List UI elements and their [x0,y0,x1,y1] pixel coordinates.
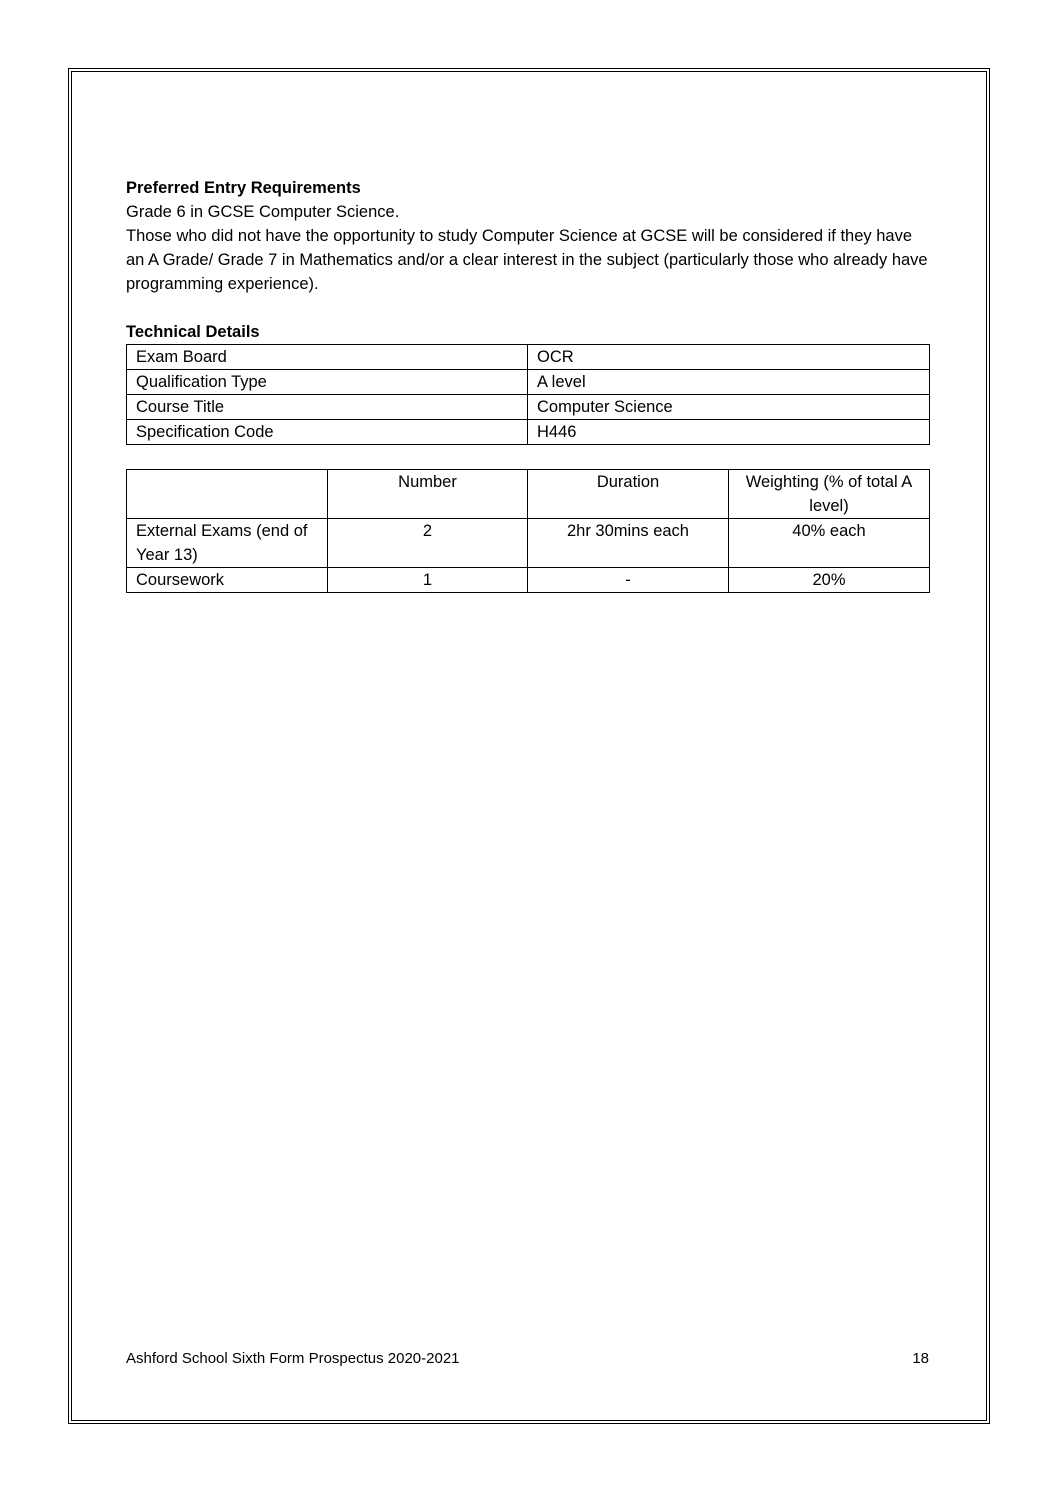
table-row [127,568,930,593]
table-row [127,420,930,445]
assessment-table [126,469,930,593]
table-header-cell-weighting: Weighting (% of total A level) [729,470,930,519]
table-cell-label: Exam Board [127,345,528,370]
table-cell-label: Specification Code [127,420,528,445]
table-cell-value: H446 [528,420,930,445]
table-cell-weighting: 40% each [729,519,930,568]
footer-title: Ashford School Sixth Form Prospectus 2020-2021 [126,1350,460,1367]
section-spacer [126,296,929,320]
technical-details-heading: Technical Details [126,323,260,341]
table-header-cell-empty [127,470,328,519]
table-cell-label: Course Title [127,395,528,420]
entry-requirement-grade: Grade 6 in GCSE Computer Science. [126,203,400,221]
table-row [127,345,930,370]
table-header-cell-number: Number [328,470,528,519]
table-spacer [126,445,929,469]
table-cell-value: A level [528,370,930,395]
entry-requirement-alternative: Those who did not have the opportunity to study Computer Science at GCSE will be considered if they have an A Grade/ Grade 7 in Mathematics and/or a clear interest in the subject (particularly those who already have programming experience). [126,227,928,293]
table-cell-number: 2 [328,519,528,568]
entry-requirements-heading: Preferred Entry Requirements [126,179,361,197]
table-cell-number: 1 [328,568,528,593]
table-header-row [127,470,930,519]
table-cell-value: OCR [528,345,930,370]
table-row [127,395,930,420]
page-content [126,176,929,593]
table-cell-label: Qualification Type [127,370,528,395]
table-cell-weighting: 20% [729,568,930,593]
table-row [127,519,930,568]
table-header-cell-duration: Duration [528,470,729,519]
page-number: 18 [912,1350,929,1367]
table-cell-duration: - [528,568,729,593]
table-row [127,370,930,395]
table-cell-component: Coursework [127,568,328,593]
technical-details-table [126,344,930,445]
table-cell-value: Computer Science [528,395,930,420]
table-cell-component: External Exams (end of Year 13) [127,519,328,568]
table-cell-duration: 2hr 30mins each [528,519,729,568]
